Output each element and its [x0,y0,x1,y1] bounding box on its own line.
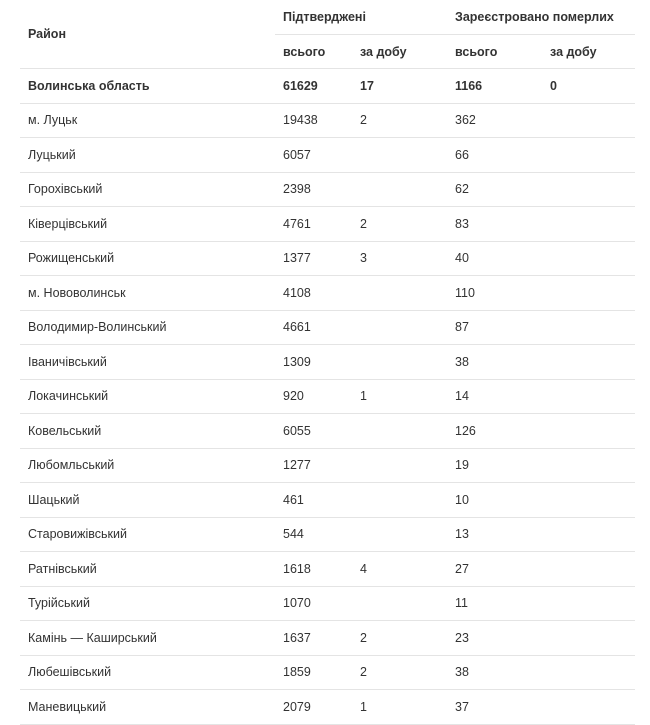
deaths-day [542,483,635,518]
table-row [20,552,635,587]
region-name: Ковельський [20,414,275,449]
region-name: Камінь — Каширський [20,621,275,656]
table-row-total [20,69,635,104]
covid-stats-table [20,0,635,725]
region-name: Шацький [20,483,275,518]
region-name: Володимир-Волинський [20,310,275,345]
header-row-groups [20,0,635,35]
confirmed-day: 3 [352,241,447,276]
table-row [20,276,635,311]
confirmed-day [352,276,447,311]
confirmed-day [352,448,447,483]
region-name: Ківерцівський [20,207,275,242]
deaths-day [542,655,635,690]
confirmed-group-header: Підтверджені [275,0,447,35]
confirmed-total: 920 [275,379,352,414]
confirmed-total: 4761 [275,207,352,242]
confirmed-day: 2 [352,655,447,690]
table-row [20,655,635,690]
deaths-day [542,310,635,345]
table-row [20,448,635,483]
table-row [20,414,635,449]
confirmed-day: 4 [352,552,447,587]
table-row [20,379,635,414]
confirmed-day: 2 [352,103,447,138]
table-row [20,310,635,345]
table-row [20,172,635,207]
table-body [20,69,635,725]
deaths-day [542,138,635,173]
deaths-total: 83 [447,207,542,242]
deaths-total: 40 [447,241,542,276]
confirmed-day [352,414,447,449]
region-name: м. Луцьк [20,103,275,138]
confirmed-total: 461 [275,483,352,518]
confirmed-day-header: за добу [352,35,447,69]
confirmed-day: 2 [352,207,447,242]
deaths-total: 23 [447,621,542,656]
confirmed-day [352,345,447,380]
confirmed-day: 2 [352,621,447,656]
deaths-day [542,172,635,207]
confirmed-day [352,586,447,621]
confirmed-total: 1377 [275,241,352,276]
confirmed-total: 1859 [275,655,352,690]
confirmed-total: 19438 [275,103,352,138]
deaths-total: 10 [447,483,542,518]
deaths-day [542,517,635,552]
deaths-total: 62 [447,172,542,207]
deaths-day [542,552,635,587]
confirmed-total: 2079 [275,690,352,725]
deaths-day [542,621,635,656]
table-row [20,517,635,552]
confirmed-total: 1637 [275,621,352,656]
deaths-total: 14 [447,379,542,414]
deaths-day [542,207,635,242]
deaths-day [542,345,635,380]
region-name: Рожищенський [20,241,275,276]
confirmed-total: 4108 [275,276,352,311]
confirmed-day [352,138,447,173]
table-row [20,621,635,656]
deaths-total: 126 [447,414,542,449]
confirmed-day: 1 [352,690,447,725]
confirmed-total: 61629 [275,69,352,104]
confirmed-day [352,517,447,552]
deaths-day [542,241,635,276]
confirmed-day [352,172,447,207]
confirmed-day: 17 [352,69,447,104]
region-name: Локачинський [20,379,275,414]
region-name: Волинська область [20,69,275,104]
deaths-total: 38 [447,655,542,690]
confirmed-total: 544 [275,517,352,552]
deaths-day [542,379,635,414]
table-row [20,207,635,242]
deaths-total: 110 [447,276,542,311]
deaths-total: 66 [447,138,542,173]
confirmed-total: 4661 [275,310,352,345]
confirmed-day: 1 [352,379,447,414]
region-name: Ратнівський [20,552,275,587]
covid-stats-table-wrapper [20,0,635,725]
confirmed-total: 6057 [275,138,352,173]
deaths-day [542,448,635,483]
deaths-total: 1166 [447,69,542,104]
region-name: Маневицький [20,690,275,725]
confirmed-day [352,483,447,518]
region-name: Луцький [20,138,275,173]
region-name: Любешівський [20,655,275,690]
region-name: Іваничівський [20,345,275,380]
confirmed-total: 1309 [275,345,352,380]
region-name: Старовижівський [20,517,275,552]
deaths-total: 37 [447,690,542,725]
deaths-total: 11 [447,586,542,621]
deaths-total: 13 [447,517,542,552]
table-row [20,103,635,138]
table-row [20,690,635,725]
confirmed-total: 1070 [275,586,352,621]
deaths-day [542,103,635,138]
deaths-day [542,690,635,725]
confirmed-total: 2398 [275,172,352,207]
deaths-total: 38 [447,345,542,380]
table-header [20,0,635,69]
deaths-total: 362 [447,103,542,138]
deaths-total: 27 [447,552,542,587]
table-row [20,241,635,276]
deaths-day: 0 [542,69,635,104]
confirmed-total: 1277 [275,448,352,483]
deaths-total-header: всього [447,35,542,69]
deaths-day [542,586,635,621]
region-name: Турійський [20,586,275,621]
region-name: Любомльський [20,448,275,483]
region-name: м. Нововолинськ [20,276,275,311]
confirmed-total-header: всього [275,35,352,69]
deaths-total: 87 [447,310,542,345]
deaths-group-header: Зареєстровано померлих [447,0,635,35]
confirmed-day [352,310,447,345]
confirmed-total: 1618 [275,552,352,587]
confirmed-total: 6055 [275,414,352,449]
deaths-day [542,276,635,311]
table-row [20,345,635,380]
region-column-header: Район [20,0,275,69]
deaths-total: 19 [447,448,542,483]
table-row [20,586,635,621]
table-row [20,138,635,173]
deaths-day [542,414,635,449]
deaths-day-header: за добу [542,35,635,69]
table-row [20,483,635,518]
region-name: Горохівський [20,172,275,207]
